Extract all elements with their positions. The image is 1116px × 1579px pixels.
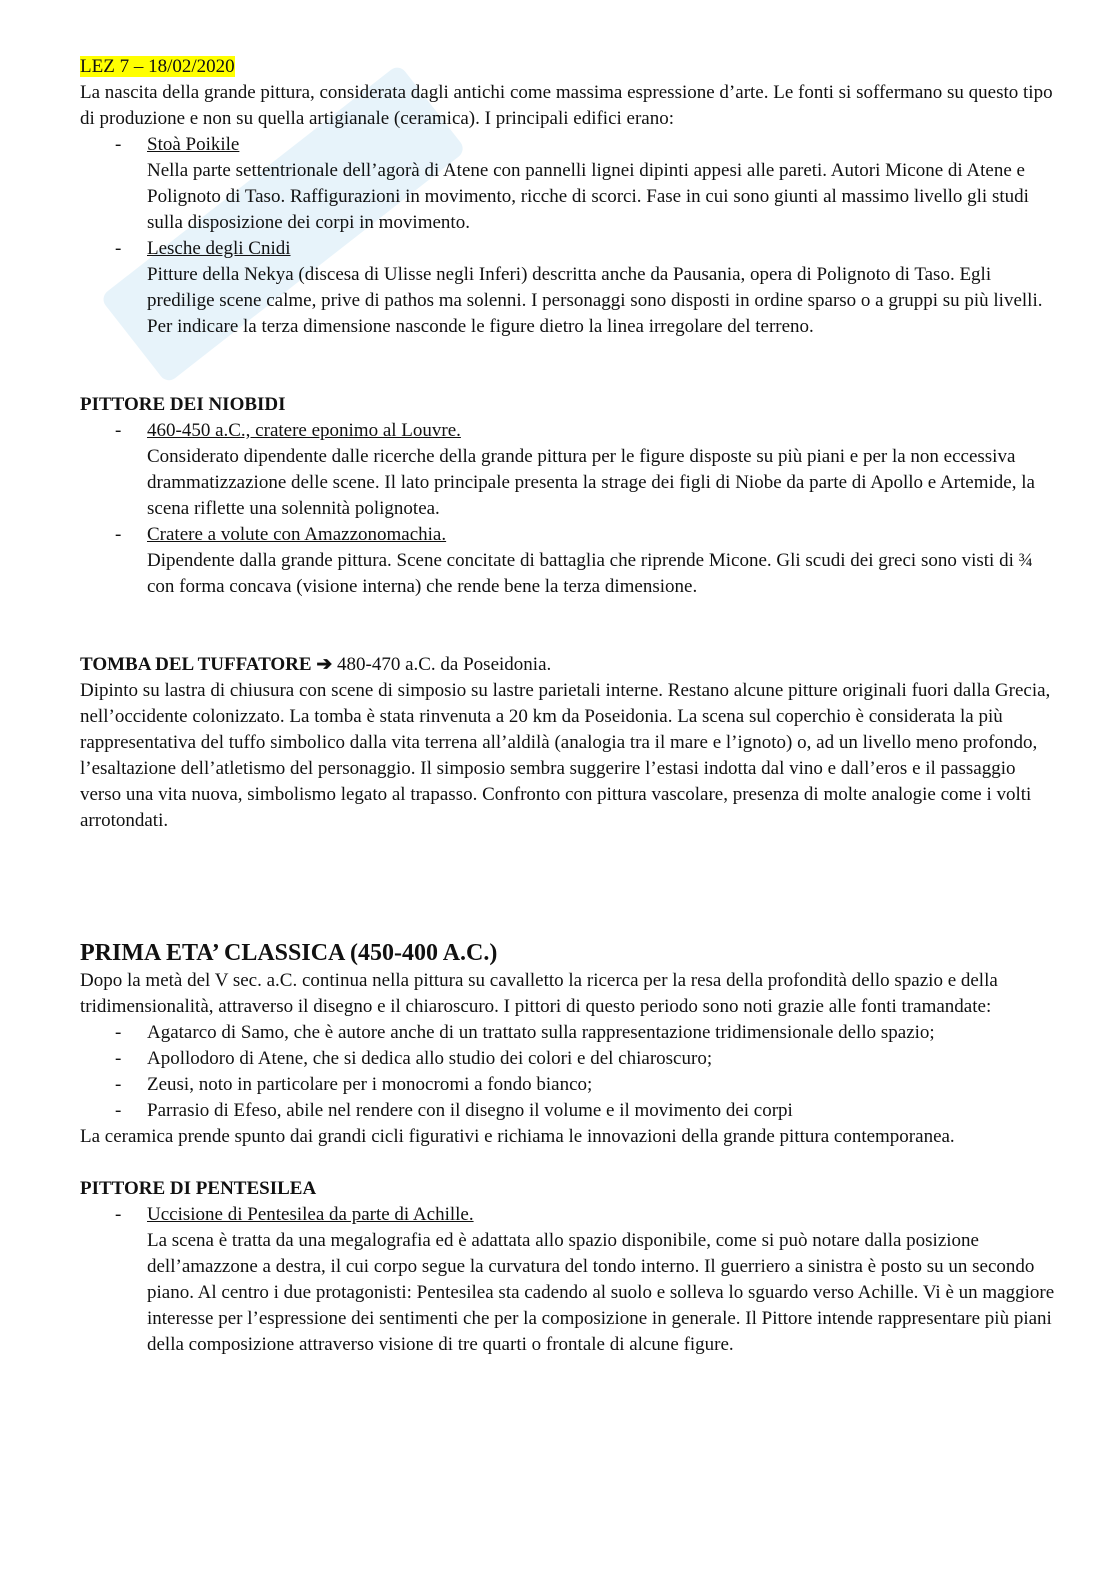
classica-outro: La ceramica prende spunto dai grandi cicli figurativi e richiama le innovazioni della grande pittura contemporanea. [80,1126,955,1147]
document-page [80,54,1060,1358]
list-item [80,522,1060,600]
list-item [80,236,1060,340]
item-text: La scena è tratta da una megalografia ed è adattata allo spazio disponibile, come si può notare dalla posizione dell’amazzone a destra, il cui corpo segue la curvatura del tondo interno. Il guerriero a sinistra è posto su un secondo piano. Al centro i due protagonisti: Pentesilea sta cadendo al suolo e solleva lo sguardo verso Achille. Vi è un maggiore interesse per l’espressione dei sentimenti che per la composizione in generale. Il Pittore intende rappresentare più piani della composizione attraverso visione di tre quarti o frontale di alcune figure. [147,1230,1055,1355]
list-item: - Apollodoro di Atene, che si dedica allo studio dei colori e del chiaroscuro; [80,1046,1060,1072]
item-text: Dipendente dalla grande pittura. Scene concitate di battaglia che riprende Micone. Gli scudi dei greci sono visti di ¾ con forma concava (visione interna) che rende bene la terza dimensione. [147,550,1033,597]
item-title: 460-450 a.C., cratere eponimo al Louvre. [147,420,461,441]
item-text: Nella parte settentrionale dell’agorà di Atene con pannelli lignei dipinti appesi alle pareti. Autori Micone di Atene e Polignoto di Taso. Raffigurazioni in movimento, ricche di scorci. Fase in cui sono giunti al massimo livello gli studi sulla disposizione dei corpi in movimento. [147,160,1029,233]
list-item: - Parrasio di Efeso, abile nel rendere con il disegno il volume e il movimento dei corpi [80,1098,1060,1124]
list-item [80,418,1060,522]
lecture-header [80,54,1060,80]
buildings-list [80,132,1060,340]
pentesilea-list [80,1202,1060,1358]
item-title: Stoà Poikile [147,134,240,155]
item-text: Considerato dipendente dalle ricerche della grande pittura per le figure disposte su più piani e per la non eccessiva drammatizzazione delle scene. Il lato principale presenta la strage dei figli di Niobe da parte di Apollo e Artemide, la scena riflette una solennità polignotea. [147,446,1035,519]
tuffatore-date: 480-470 a.C. da Poseidonia. [332,654,552,675]
section-heading-tuffatore [80,652,1060,678]
list-item [80,132,1060,236]
section-heading-classica: PRIMA ETA’ CLASSICA (450-400 A.C.) [80,940,498,966]
arrow-right-icon: ➔ [316,654,333,675]
list-item: - Zeusi, noto in particolare per i monocromi a fondo bianco; [80,1072,1060,1098]
tuffatore-paragraph: Dipinto su lastra di chiusura con scene di simposio su lastre parietali interne. Restano alcune pitture originali fuori dalla Grecia, nell’occidente colonizzato. La tomba è stata rinvenuta a 20 km da Poseidonia. La scena sul coperchio è considerata la più rappresentativa del tuffo simbolico dalla vita terrena all’aldilà (analogia tra il mare e l’ignoto) o, ad un livello meno profondo, l’esaltazione dell’atletismo del personaggio. Il simposio sembra suggerire l’estasi indotta dal vino e dall’eros e il passaggio verso una vita nuova, simbolismo legato al trapasso. Confronto con pittura vascolare, presenza di molte analogie come i volti arrotondati. [80,680,1051,831]
item-title: Uccisione di Pentesilea da parte di Achille. [147,1204,474,1225]
item-title: Cratere a volute con Amazzonomachia. [147,524,447,545]
painters-list [80,1020,1060,1124]
lecture-tag: LEZ 7 – 18/02/2020 [80,56,235,77]
section-heading-niobidi: PITTORE DEI NIOBIDI [80,394,286,415]
list-item: - Agatarco di Samo, che è autore anche di un trattato sulla rappresentazione tridimensionale dello spazio; [80,1020,1060,1046]
item-text: Pitture della Nekya (discesa di Ulisse negli Inferi) descritta anche da Pausania, opera di Polignoto di Taso. Egli predilige scene calme, prive di pathos ma solenni. I personaggi sono disposti in ordine sparso o a gruppi su più livelli. Per indicare la terza dimensione nasconde le figure dietro la linea irregolare del terreno. [147,264,1043,337]
intro-paragraph: La nascita della grande pittura, considerata dagli antichi come massima espressione d’arte. Le fonti si soffermano su questo tipo di produzione e non su quella artigianale (ceramica). I principali edifici erano: [80,82,1053,129]
list-item [80,1202,1060,1358]
section-heading-pentesilea: PITTORE DI PENTESILEA [80,1178,317,1199]
classica-intro: Dopo la metà del V sec. a.C. continua nella pittura su cavalletto la ricerca per la resa della profondità dello spazio e della tridimensionalità, attraverso il disegno e il chiaroscuro. I pittori di questo periodo sono noti grazie alle fonti tramandate: [80,970,998,1017]
niobidi-list [80,418,1060,600]
item-title: Lesche degli Cnidi [147,238,291,259]
tuffatore-title: TOMBA DEL TUFFATORE [80,654,312,675]
